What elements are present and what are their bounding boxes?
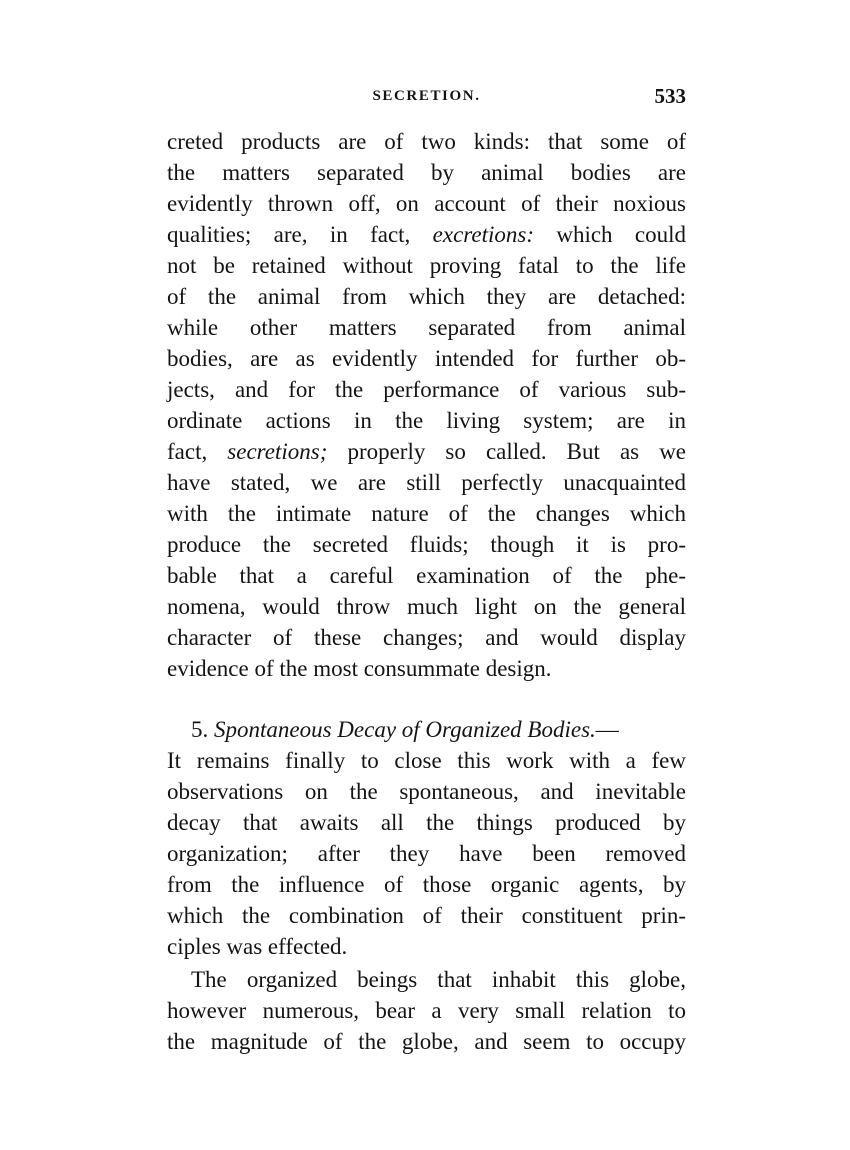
text-line: bodies, are as evidently intended for further ob-: [167, 346, 686, 371]
text-line: evidently thrown off, on account of their noxious: [167, 191, 686, 216]
text-line: jects, and for the performance of various sub-: [167, 377, 686, 402]
text-line: ordinate actions in the living system; are in: [167, 408, 686, 433]
text-line: organization; after they have been removed: [167, 841, 686, 866]
text-line: [167, 436, 686, 467]
body-text: [167, 126, 686, 1057]
text-line: of the animal from which they are detached:: [167, 284, 686, 309]
text-span: which could: [533, 222, 686, 247]
text-line: observations on the spontaneous, and inevitable: [167, 779, 686, 804]
text-line: however numerous, bear a very small relation to: [167, 998, 686, 1023]
text-line: bable that a careful examination of the phe-: [167, 563, 686, 588]
text-line: ciples was effected.: [167, 934, 348, 959]
text-line: nomena, would throw much light on the general: [167, 594, 686, 619]
section-number: 5.: [191, 717, 214, 742]
text-line: with the intimate nature of the changes which: [167, 501, 686, 526]
running-title: SECRETION.: [372, 88, 481, 104]
text-line: the matters separated by animal bodies are: [167, 160, 686, 185]
text-line: The organized beings that inhabit this globe,: [191, 967, 686, 992]
paragraph-gap: [167, 684, 686, 714]
text-span: qualities; are, in fact,: [167, 222, 433, 247]
text-line: the magnitude of the globe, and seem to occupy: [167, 1029, 686, 1054]
text-line: which the combination of their constituent prin-: [167, 903, 686, 928]
text-line: not be retained without proving fatal to the life: [167, 253, 686, 278]
text-span: fact,: [167, 439, 228, 464]
text-span: properly so called. But as we: [327, 439, 687, 464]
section-dash: —: [595, 717, 619, 742]
text-line: character of these changes; and would display: [167, 625, 686, 650]
text-line: [167, 219, 686, 250]
section-title: Spontaneous Decay of Organized Bodies.: [214, 717, 596, 742]
page-number: 533: [654, 84, 686, 108]
running-head: [167, 84, 686, 112]
section-heading: [167, 714, 686, 745]
text-line: decay that awaits all the things produced by: [167, 810, 686, 835]
text-line: while other matters separated from animal: [167, 315, 686, 340]
text-line: from the influence of those organic agents, by: [167, 872, 686, 897]
text-line: It remains finally to close this work with a few: [167, 748, 686, 773]
text-line: produce the secreted fluids; though it is pro-: [167, 532, 686, 557]
text-line: evidence of the most consummate design.: [167, 656, 552, 681]
text-line: have stated, we are still perfectly unacquainted: [167, 470, 686, 495]
text-line: creted products are of two kinds: that some of: [167, 129, 686, 154]
italic-term-excretions: excretions:: [432, 222, 534, 247]
italic-term-secretions: secretions;: [227, 439, 328, 464]
